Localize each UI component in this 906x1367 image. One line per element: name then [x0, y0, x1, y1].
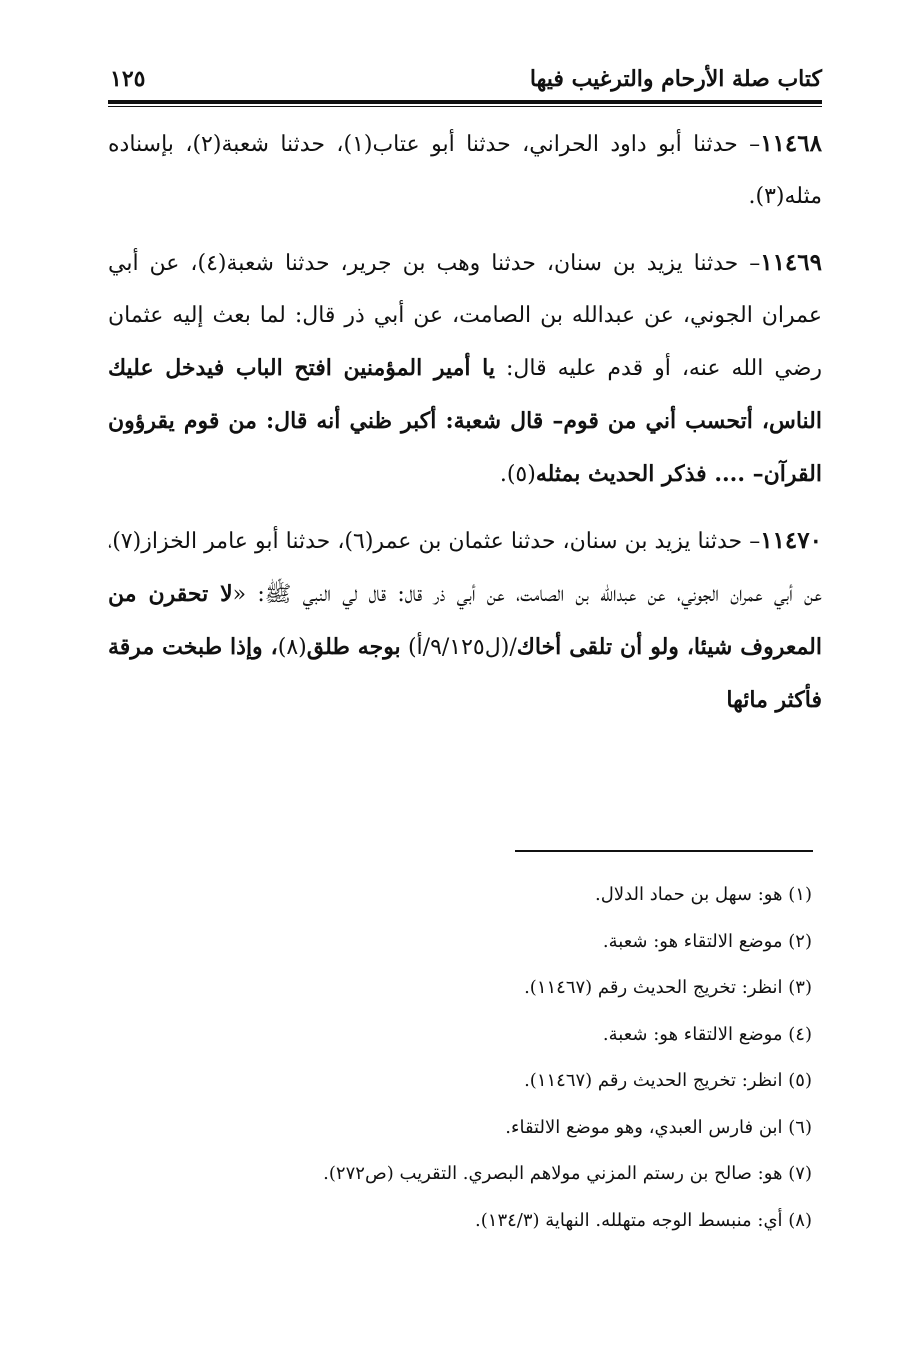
hadith-number: ١١٤٦٩	[760, 249, 822, 276]
running-title: كتاب صلة الأرحام والترغيب فيها	[529, 66, 822, 92]
footnote: (٧) هو: صالح بن رستم المزني مولاهم البصري. التقريب (ص٢٧٢).	[323, 1163, 812, 1184]
hadith-text: – حدثنا يزيد بن سنان، حدثنا وهب بن جرير، حدثنا شعبة(٤)، عن أبي عمران الجوني، عن عبدالله بن الصامت، عن أبي ذر قال: لما بعث إليه عثمان رضي الله عنه، أو قدم عليه قال:	[108, 251, 822, 381]
page-header	[108, 64, 822, 104]
page-number: ١٢٥	[110, 66, 146, 92]
footnote: (٦) ابن فارس العبدي، وهو موضع الالتقاء.	[505, 1116, 812, 1138]
footnote: (٤) موضع الالتقاء هو: شعبة.	[602, 1023, 812, 1045]
manuscript-ref: /(ل٩/١٢٥/أ)	[400, 635, 517, 660]
footnote: (١) هو: سهل بن حماد الدلال.	[595, 884, 812, 905]
hadith-11469	[108, 237, 822, 501]
footnote: (٨) أي: منبسط الوجه متهلله. النهاية (١٣٤/٣).	[475, 1209, 812, 1231]
footnotes	[140, 872, 812, 1244]
main-text	[108, 118, 822, 741]
footnote-ref: (٥).	[499, 462, 536, 487]
footnote: (٣) انظر: تخريج الحديث رقم (١١٤٦٧).	[524, 977, 812, 998]
hadith-quote: ، وإذا طبخت مرقة فأكثر مائها	[108, 634, 822, 713]
hadith-number: ١١٤٧٠	[760, 527, 822, 554]
hadith-quote: لا تحقرن من المعروف شيئا، ولو أن تلقى أخاك	[108, 581, 822, 660]
hadith-quote: يا أمير المؤمنين افتح الباب فيدخل عليك الناس، أتحسب أني من قوم– قال شعبة: أكبر ظني أنه قال: من قوم يقرؤون القرآن– .... فذكر الحديث بمثله	[108, 355, 822, 487]
footnote-separator	[515, 850, 813, 852]
header-rule-thick	[108, 100, 822, 104]
hadith-text: – حدثنا أبو داود الحراني، حدثنا أبو عتاب(١)، حدثنا شعبة(٢)، بإسناده مثله(٣).	[108, 132, 822, 209]
footnote: (٢) موضع الالتقاء هو: شعبة.	[602, 930, 812, 952]
footnote-ref: (٨)	[277, 635, 307, 660]
hadith-quote: بوجه طلق	[306, 634, 401, 660]
header-rule-thin	[108, 106, 822, 107]
hadith-number: ١١٤٦٨	[760, 130, 822, 157]
footnote: (٥) انظر: تخريج الحديث رقم (١١٤٦٧).	[524, 1070, 812, 1091]
hadith-text: – حدثنا يزيد بن سنان، حدثنا عثمان بن عمر(٦)، حدثنا أبو عامر الخزاز(٧)، عن أبي عمران الجوني، عن عبدالله بن الصامت، عن أبي ذر قال: قال لي النبي ﷺ: «	[108, 529, 823, 607]
hadith-11468	[108, 118, 822, 223]
hadith-11470	[108, 515, 822, 727]
